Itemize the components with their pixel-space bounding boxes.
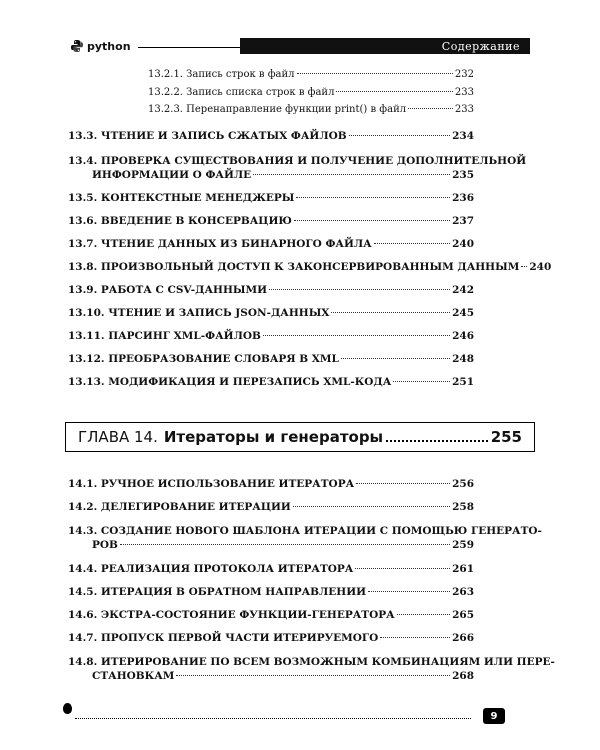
chapter-heading [65, 422, 535, 452]
leader-dots [521, 266, 527, 267]
leader-dots [336, 91, 452, 92]
toc-entry [68, 261, 552, 274]
logo-text: python [87, 39, 131, 53]
footer-bullet-icon [63, 703, 72, 714]
toc-entry [68, 154, 527, 182]
leader-dots [297, 73, 453, 74]
leader-dots [374, 243, 450, 244]
leader-dots [293, 506, 450, 507]
toc-page-number: 237 [452, 215, 474, 227]
leader-dots [393, 381, 450, 382]
toc-page-number: 261 [452, 563, 474, 575]
toc-page-number: 258 [452, 501, 474, 513]
toc-entry [68, 377, 474, 389]
page-header [70, 38, 530, 54]
toc-page-number: 235 [452, 169, 474, 182]
chapter-name: Итераторы и генераторы [163, 428, 384, 446]
toc-entry-title: 14.7. ПРОПУСК ПЕРВОЙ ЧАСТИ ИТЕРИРУЕМОГО [68, 632, 379, 644]
toc-entry [68, 331, 474, 343]
toc-subentry [148, 87, 474, 98]
leader-dots [294, 220, 450, 221]
leader-dots [349, 135, 450, 136]
toc-entry-title-line2: ИНФОРМАЦИИ О ФАЙЛЕ [92, 169, 252, 182]
toc-entry [68, 216, 474, 228]
toc-subentry-title: 13.2.2. Запись списка строк в файл [148, 87, 335, 98]
toc-entry-title: 13.12. ПРЕОБРАЗОВАНИЕ СЛОВАРЯ В XML [68, 353, 339, 365]
leader-dots [356, 483, 450, 484]
toc-entry-title: 13.8. ПРОИЗВОЛЬНЫЙ ДОСТУП К ЗАКОНСЕРВИРОВАННЫМ ДАННЫМ [68, 261, 520, 273]
footer-dotted-rule [75, 718, 471, 719]
toc-page-number: 242 [452, 284, 474, 296]
leader-dots [263, 335, 450, 336]
toc-page-number: 266 [452, 632, 474, 644]
toc-page-number: 259 [452, 539, 474, 552]
toc-entry [68, 308, 474, 320]
leader-dots [341, 358, 450, 359]
toc-entry-title: 13.10. ЧТЕНИЕ И ЗАПИСЬ JSON-ДАННЫХ [68, 307, 330, 319]
toc-subentry-title: 13.2.1. Запись строк в файл [148, 69, 295, 80]
toc-entry-title-line1: 14.8. ИТЕРИРОВАНИЕ ПО ВСЕМ ВОЗМОЖНЫМ КОМБИНАЦИЯМ ИЛИ ПЕРЕ- [68, 656, 555, 668]
toc-entry-title: 13.11. ПАРСИНГ XML-ФАЙЛОВ [68, 330, 261, 342]
leader-dots [368, 591, 450, 592]
toc-subentry [148, 69, 474, 80]
leader-dots [120, 544, 450, 545]
toc-entry [68, 354, 474, 366]
toc-entry [68, 131, 474, 143]
leader-dots [408, 108, 453, 109]
leader-dots [380, 637, 450, 638]
toc-page-number: 233 [454, 87, 474, 98]
leader-dots [355, 568, 450, 569]
toc-page-number: 240 [452, 238, 474, 250]
toc-page-number: 256 [452, 478, 474, 490]
toc-page-number: 240 [529, 261, 552, 273]
leader-dots [269, 289, 450, 290]
toc-entry-title: 14.5. ИТЕРАЦИЯ В ОБРАТНОМ НАПРАВЛЕНИИ [68, 586, 367, 598]
toc-entry-title: 13.5. КОНТЕКСТНЫЕ МЕНЕДЖЕРЫ [68, 192, 295, 204]
toc-entry [68, 655, 555, 683]
toc-entry [68, 633, 474, 645]
chapter-label: ГЛАВА 14. [78, 428, 158, 446]
toc-page-number: 263 [452, 586, 474, 598]
toc-entry-title-line2: СТАНОВКАМ [92, 670, 175, 683]
python-logo [70, 38, 131, 54]
leader-dots [176, 675, 450, 676]
toc-entry-title: 13.13. МОДИФИКАЦИЯ И ПЕРЕЗАПИСЬ XML-КОДА [68, 376, 392, 388]
toc-entry [68, 587, 474, 599]
toc-entry-title-line1: 13.4. ПРОВЕРКА СУЩЕСТВОВАНИЯ И ПОЛУЧЕНИЕ ДОПОЛНИТЕЛЬНОЙ [68, 155, 527, 167]
toc-entry-title: 13.9. РАБОТА С CSV-ДАННЫМИ [68, 284, 268, 296]
toc-entry [68, 610, 474, 622]
toc-entry-title: 14.2. ДЕЛЕГИРОВАНИЕ ИТЕРАЦИИ [68, 501, 291, 513]
toc-entry [68, 502, 474, 514]
toc-page-number: 232 [454, 69, 474, 80]
toc-entry [68, 239, 474, 251]
toc-entry [68, 524, 542, 552]
toc-entry-title: 14.1. РУЧНОЕ ИСПОЛЬЗОВАНИЕ ИТЕРАТОРА [68, 478, 355, 490]
page-footer [63, 700, 533, 730]
toc-page-number: 234 [452, 130, 474, 142]
toc-entry [68, 285, 474, 297]
leader-dots [331, 312, 450, 313]
toc-entry-title: 14.4. РЕАЛИЗАЦИЯ ПРОТОКОЛА ИТЕРАТОРА [68, 563, 354, 575]
toc-entry-title: 13.6. ВВЕДЕНИЕ В КОНСЕРВАЦИЮ [68, 215, 292, 227]
toc-page-number: 268 [452, 670, 474, 683]
toc-entry-title-line2: РОВ [92, 539, 118, 552]
leader-dots [296, 197, 450, 198]
toc-entry-title: 14.6. ЭКСТРА-СОСТОЯНИЕ ФУНКЦИИ-ГЕНЕРАТОРА [68, 609, 395, 621]
toc-page-number: 236 [452, 192, 474, 204]
toc-subentry-title: 13.2.3. Перенаправление функции print() в файл [148, 104, 407, 115]
python-logo-icon [70, 39, 84, 53]
leader-dots [386, 440, 488, 442]
toc-page-number: 248 [452, 353, 474, 365]
toc-entry-title-line1: 14.3. СОЗДАНИЕ НОВОГО ШАБЛОНА ИТЕРАЦИИ С ПОМОЩЬЮ ГЕНЕРАТО- [68, 525, 542, 537]
chapter-page-number: 255 [490, 428, 522, 446]
toc-page-number: 245 [452, 307, 474, 319]
leader-dots [397, 614, 450, 615]
toc-page-number: 265 [452, 609, 474, 621]
toc-entry [68, 564, 474, 576]
toc-page-number: 251 [452, 376, 474, 388]
toc-subentry [148, 104, 474, 115]
leader-dots [253, 174, 450, 175]
toc-entry [68, 193, 474, 205]
toc-entry-title: 13.3. ЧТЕНИЕ И ЗАПИСЬ СЖАТЫХ ФАЙЛОВ [68, 130, 347, 142]
toc-page-number: 246 [452, 330, 474, 342]
page-number: 9 [483, 708, 505, 724]
toc-entry-title: 13.7. ЧТЕНИЕ ДАННЫХ ИЗ БИНАРНОГО ФАЙЛА [68, 238, 372, 250]
section-title: Содержание [240, 38, 530, 54]
toc-entry [68, 479, 474, 491]
toc-page-number: 233 [454, 104, 474, 115]
